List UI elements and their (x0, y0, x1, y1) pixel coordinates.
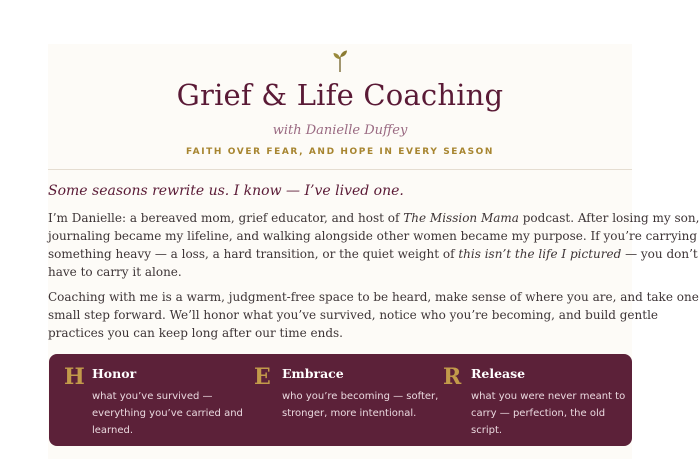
page-subtitle: with Danielle Duffey (272, 123, 408, 138)
pillar-letter: R (443, 364, 462, 390)
sprout-icon (332, 48, 348, 72)
pillar-description: what you were never meant to carry — perfection, the old script. (471, 391, 626, 436)
quoted-phrase: this isn’t the life I pictured (458, 247, 622, 261)
tagline: FAITH OVER FEAR, AND HOPE IN EVERY SEASON (185, 147, 495, 157)
about-line-1: I’m Danielle: a bereaved mom, grief educator, and host of The Mission Mama podcast. After losing my son, (48, 211, 699, 225)
header-divider (48, 169, 632, 170)
pillar-letter: E (254, 364, 271, 390)
coaching-line-2: small step forward. We’ll honor what you’ve survived, notice who you’re becoming, and build gentle (48, 308, 659, 322)
page-title: Grief & Life Coaching (176, 78, 504, 112)
page-header (48, 44, 632, 170)
about-line-2: journaling became my lifeline, and walking alongside other women became my purpose. If you’re carrying (48, 229, 698, 243)
coaching-line-3: practices you can keep long after our time ends. (48, 326, 343, 340)
pillar-name: Honor (92, 366, 137, 381)
about-line-3: something heavy — a loss, a hard transition, or the quiet weight of this isn’t the life I pictured — you don’t (48, 247, 698, 261)
coaching-line-1: Coaching with me is a warm, judgment-free space to be heard, make sense of where you are, and take one (48, 290, 699, 304)
her-pillars-box (49, 354, 632, 446)
pillar-description: who you’re becoming — softer, stronger, more intentional. (282, 391, 439, 419)
pillar-description: what you’ve survived — everything you’ve carried and learned. (92, 391, 243, 436)
coaching-paragraph (48, 288, 699, 342)
pillar-name: Embrace (282, 366, 344, 381)
pillar-letter: H (64, 364, 85, 390)
pillar-name: Release (471, 366, 526, 381)
intro-line: Some seasons rewrite us. I know — I’ve lived one. (48, 183, 404, 199)
about-line-4: have to carry it alone. (48, 265, 182, 279)
podcast-name: The Mission Mama (403, 211, 519, 225)
about-paragraph (48, 209, 699, 281)
